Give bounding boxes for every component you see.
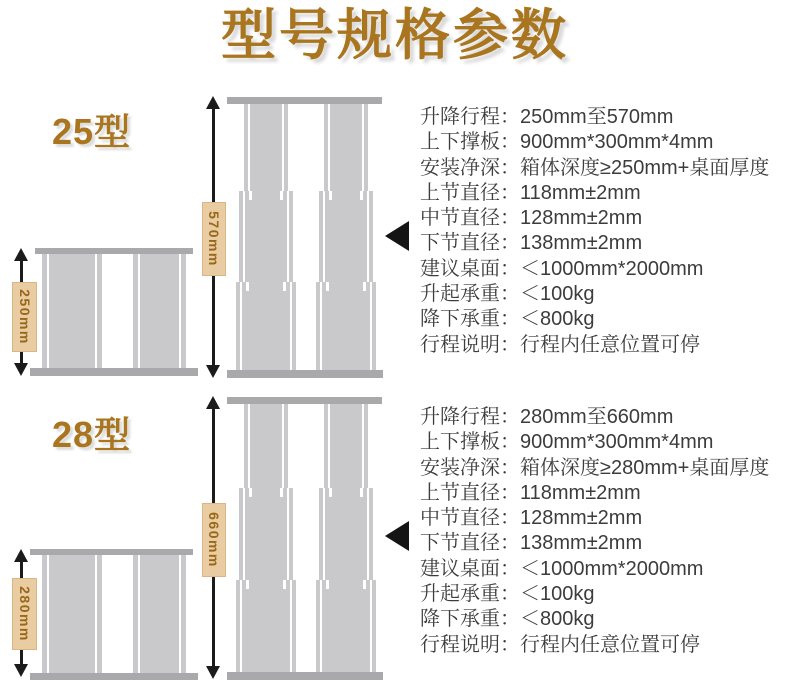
spec-line: 上节直径：118mm±2mm [420,481,641,504]
tube-notch [280,191,283,200]
spec-line: 升起承重：＜100kg [420,583,595,606]
lower-tube [236,580,296,672]
collapsed-height-label: 250mm [12,282,37,352]
arrow-head-down-icon [14,664,28,677]
extended-height-label: 660mm [202,503,226,577]
tube-notch [283,282,286,291]
tube-notch [249,191,252,200]
extended-height-label: 570mm [202,202,226,276]
arrow-head-up-icon [206,396,220,409]
spec-line: 中节直径：128mm±2mm [420,207,643,230]
spec-line: 下节直径：138mm±2mm [420,232,643,255]
bottom-plate [30,368,198,376]
arrow-head-down-icon [14,363,28,376]
middle-tube [239,191,293,284]
tube-notch [329,191,332,200]
column-tube [133,254,186,368]
bottom-plate [227,672,383,680]
spec-line: 下节直径：138mm±2mm [420,532,643,555]
bottom-plate [30,673,198,680]
spec-line: 降下承重：＜800kg [420,308,595,331]
spec-line: 上下撑板：900mm*300mm*4mm [420,431,714,454]
tube-notch [360,191,363,200]
spec-line: 安装净深：箱体深度≥250mm+桌面厚度 [420,156,770,179]
tube-notch [326,580,329,589]
tube-notch [326,282,329,291]
bottom-plate [227,370,383,378]
left-triangle-icon [385,521,409,551]
spec-line: 上节直径：118mm±2mm [420,181,641,204]
middle-tube [239,488,293,582]
lower-tube [316,580,376,672]
upper-tube [244,404,288,490]
arrow-head-up-icon [14,549,28,562]
spec-list-25 [420,105,788,358]
arrow-head-up-icon [206,96,220,109]
spec-line: 中节直径：128mm±2mm [420,507,643,530]
top-plate [227,397,382,404]
column-tube [42,254,102,368]
tube-notch [246,282,249,291]
upper-tube [324,404,368,490]
spec-line: 建议桌面：＜1000mm*2000mm [420,257,704,280]
lower-tube [236,282,296,371]
tube-notch [329,488,332,497]
spec-line: 升降行程：280mm至660mm [420,406,674,428]
upper-tube [324,104,368,193]
model-label-25: 25型 [52,111,132,152]
spec-line: 行程说明：行程内任意位置可停 [420,633,700,656]
spec-line: 安装净深：箱体深度≥280mm+桌面厚度 [420,456,770,479]
collapsed-height-label: 280mm [12,578,37,650]
middle-tube [319,191,373,284]
lower-tube [316,282,376,371]
tube-notch [363,282,366,291]
spec-line: 升起承重：＜100kg [420,283,595,306]
tube-notch [360,488,363,497]
page-title: 型号规格参数 [220,4,569,66]
spec-line: 建议桌面：＜1000mm*2000mm [420,557,704,580]
tube-notch [249,488,252,497]
spec-line: 升降行程：250mm至570mm [420,106,674,128]
top-plate [227,97,382,104]
model-label-28: 28型 [52,414,132,455]
tube-notch [283,580,286,589]
column-tube [42,555,102,673]
spec-line: 降下承重：＜800kg [420,608,595,631]
left-triangle-icon [385,221,409,251]
upper-tube [244,104,288,193]
arrow-head-down-icon [206,666,220,679]
middle-tube [319,488,373,582]
spec-line: 行程说明：行程内任意位置可停 [420,333,700,356]
tube-notch [246,580,249,589]
column-tube [133,555,186,673]
arrow-head-up-icon [14,248,28,261]
tube-notch [280,488,283,497]
spec-list-28 [420,405,788,658]
spec-line: 上下撑板：900mm*300mm*4mm [420,131,714,154]
tube-notch [363,580,366,589]
arrow-head-down-icon [206,365,220,378]
